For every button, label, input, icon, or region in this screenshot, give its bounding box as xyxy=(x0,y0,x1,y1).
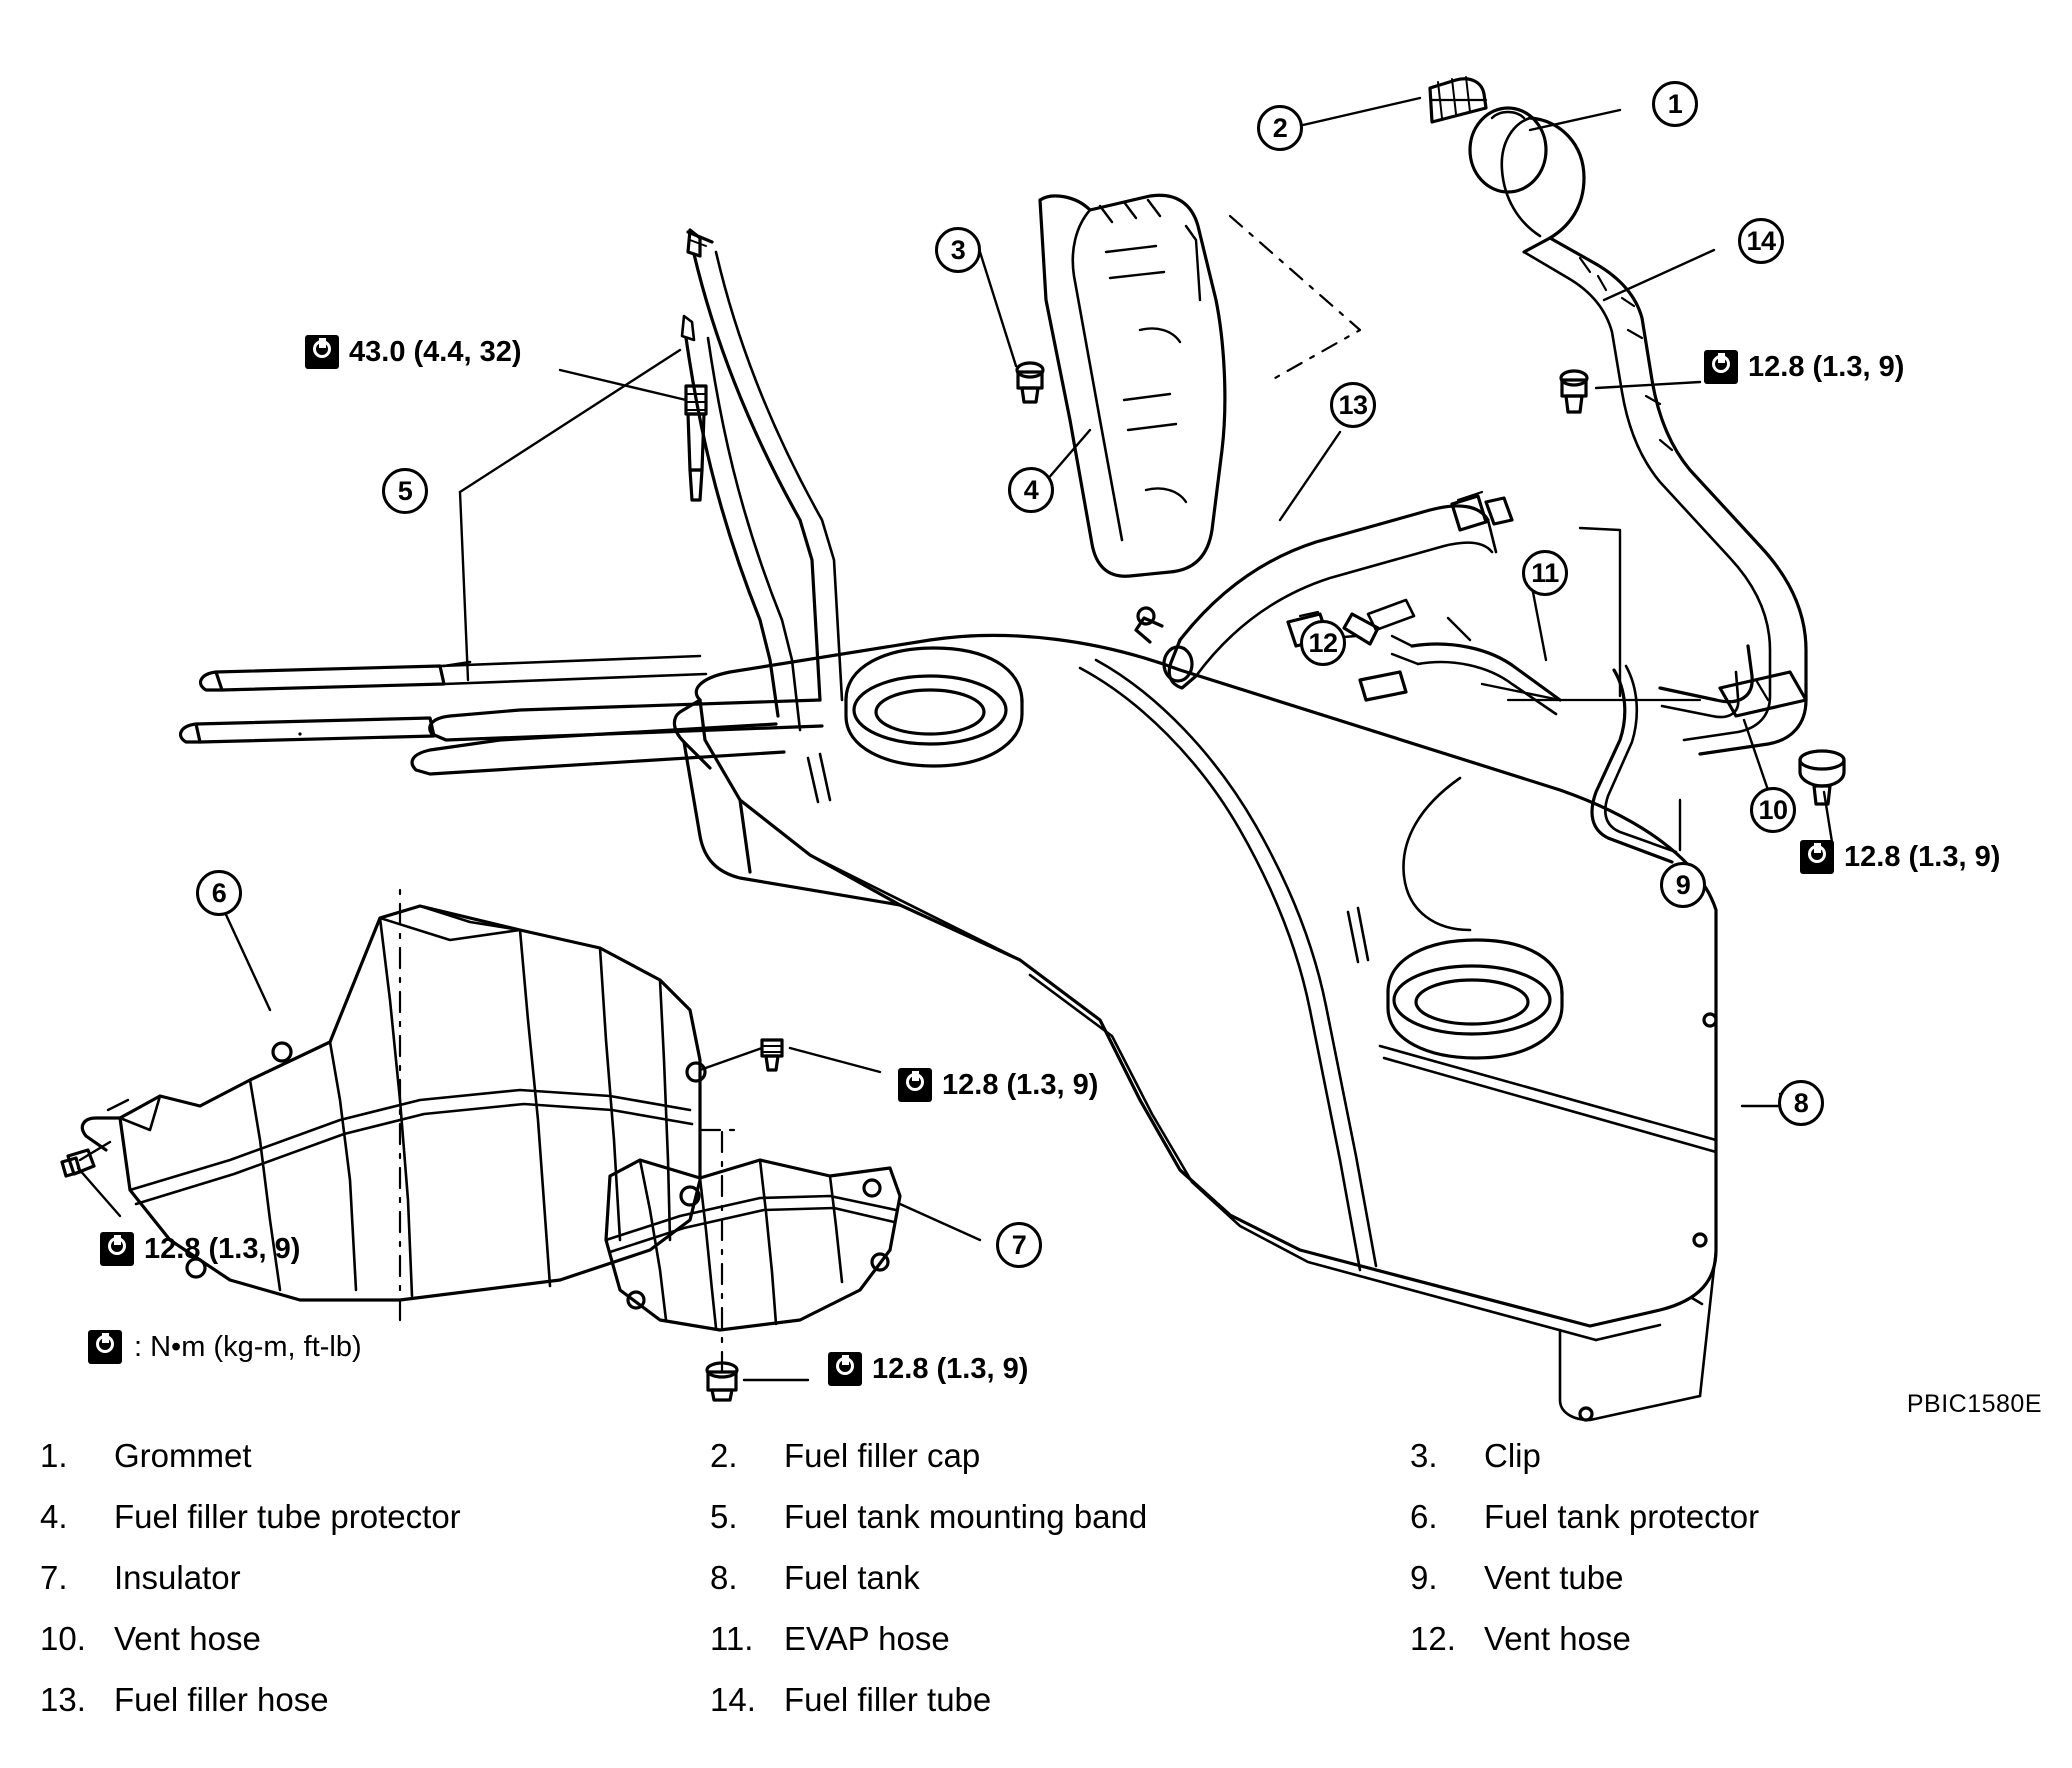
callout-2[interactable]: 2 xyxy=(1257,105,1303,151)
part-item-13 xyxy=(0,1681,690,1719)
callout-8[interactable]: 8 xyxy=(1778,1080,1824,1126)
leader-7 xyxy=(900,1204,980,1240)
part-number: 5. xyxy=(710,1497,738,1535)
torque-units-legend xyxy=(88,1330,362,1364)
part-number: 2. xyxy=(710,1436,738,1474)
torque-spec-band xyxy=(305,335,522,369)
leader-14 xyxy=(1604,250,1714,300)
part-item-4 xyxy=(0,1498,690,1536)
part-item-7 xyxy=(0,1559,690,1597)
torque-spec-filler-tube xyxy=(1704,350,1904,384)
part-number: 4. xyxy=(40,1497,68,1535)
torque-wrench-icon xyxy=(898,1068,932,1102)
parts-row xyxy=(0,1547,2072,1608)
part-label: Fuel tank mounting band xyxy=(784,1497,1148,1535)
vent-bracket-bolt xyxy=(1800,751,1844,804)
part-number: 7. xyxy=(40,1558,68,1596)
part-item-1 xyxy=(0,1437,690,1475)
torque-wrench-icon xyxy=(828,1352,862,1386)
torque-value: 12.8 (1.3, 9) xyxy=(1844,840,2001,873)
torque-value: 12.8 (1.3, 9) xyxy=(942,1068,1099,1101)
callout-1[interactable]: 1 xyxy=(1652,81,1698,127)
leader-cap-2 xyxy=(1290,98,1420,128)
parts-row xyxy=(0,1608,2072,1669)
fuel-filler-tube-protector xyxy=(1040,195,1225,576)
parts-legend-list xyxy=(0,1425,2072,1730)
torque-spec-vent-bracket xyxy=(1800,840,2000,874)
part-item-6 xyxy=(1400,1498,2060,1536)
torque-value: 12.8 (1.3, 9) xyxy=(872,1352,1029,1385)
part-number: 3. xyxy=(1410,1436,1438,1474)
torque-spec-protector-lower xyxy=(100,1232,300,1266)
callout-13[interactable]: 13 xyxy=(1330,382,1376,428)
callout-11[interactable]: 11 xyxy=(1522,550,1568,596)
part-item-2 xyxy=(690,1437,1400,1475)
part-label: Vent hose xyxy=(1484,1619,1631,1657)
clip-3 xyxy=(1017,363,1043,402)
callout-12[interactable]: 12 xyxy=(1300,620,1346,666)
protector-bolt-left xyxy=(62,1142,110,1176)
part-number: 11. xyxy=(710,1619,754,1657)
fuel-filler-cap xyxy=(1430,77,1486,122)
torque-value: 43.0 (4.4, 32) xyxy=(349,335,522,368)
fuel-tank-body xyxy=(674,635,1716,1420)
part-item-14 xyxy=(690,1681,1400,1719)
callout-7[interactable]: 7 xyxy=(996,1222,1042,1268)
torque-wrench-icon xyxy=(100,1232,134,1266)
part-label: Fuel filler cap xyxy=(784,1436,981,1474)
torque-wrench-icon xyxy=(305,335,339,369)
callout-9[interactable]: 9 xyxy=(1660,862,1706,908)
torque-value: 12.8 (1.3, 9) xyxy=(144,1232,301,1265)
leader-torque-protector-right xyxy=(790,1048,880,1072)
part-label: Fuel filler tube protector xyxy=(114,1497,461,1535)
leader-13 xyxy=(1280,432,1340,520)
figure-id: PBIC1580E xyxy=(1906,1390,2042,1418)
torque-wrench-icon xyxy=(1800,840,1834,874)
torque-spec-protector-upper xyxy=(898,1068,1098,1102)
part-label: Vent hose xyxy=(114,1619,261,1657)
part-label: Insulator xyxy=(114,1558,241,1596)
part-number: 10. xyxy=(40,1619,86,1657)
part-label: Fuel tank protector xyxy=(1484,1497,1760,1535)
parts-row xyxy=(0,1669,2072,1730)
legend-text: : N•m (kg-m, ft-lb) xyxy=(134,1330,362,1363)
callout-3[interactable]: 3 xyxy=(935,227,981,273)
torque-spec-insulator xyxy=(828,1352,1028,1386)
part-label: Grommet xyxy=(114,1436,252,1474)
leader-torque-protector-left xyxy=(78,1168,120,1216)
callout-6[interactable]: 6 xyxy=(196,870,242,916)
part-item-11 xyxy=(690,1620,1400,1658)
part-item-3 xyxy=(1400,1437,2060,1475)
torque-wrench-icon xyxy=(1704,350,1738,384)
part-number: 12. xyxy=(1410,1619,1456,1657)
callout-10[interactable]: 10 xyxy=(1750,787,1796,833)
part-number: 13. xyxy=(40,1680,86,1718)
insulator-7 xyxy=(606,1160,900,1330)
protector-bolt-right xyxy=(700,1040,782,1070)
leader-torque-tube xyxy=(1596,382,1700,388)
grommet-1 xyxy=(1470,108,1584,252)
torque-wrench-icon xyxy=(88,1330,122,1364)
leader-10 xyxy=(1744,720,1768,790)
part-number: 14. xyxy=(710,1680,756,1718)
part-item-8 xyxy=(690,1559,1400,1597)
part-item-12 xyxy=(1400,1620,2060,1658)
parts-row xyxy=(0,1486,2072,1547)
part-label: Clip xyxy=(1484,1436,1541,1474)
part-number: 6. xyxy=(1410,1497,1438,1535)
parts-row xyxy=(0,1425,2072,1486)
part-number: 8. xyxy=(710,1558,738,1596)
leader-torque-43 xyxy=(560,370,686,400)
part-item-10 xyxy=(0,1620,690,1658)
mounting-band-lower-strap xyxy=(181,718,434,742)
part-number: 1. xyxy=(40,1436,68,1474)
part-number: 9. xyxy=(1410,1558,1438,1596)
callout-14[interactable]: 14 xyxy=(1738,218,1784,264)
part-label: Fuel tank xyxy=(784,1558,920,1596)
part-item-9 xyxy=(1400,1559,2060,1597)
callout-4[interactable]: 4 xyxy=(1008,467,1054,513)
alignment-dash-upper xyxy=(1230,216,1360,382)
part-label: EVAP hose xyxy=(784,1619,950,1657)
torque-value: 12.8 (1.3, 9) xyxy=(1748,350,1905,383)
part-label: Fuel filler hose xyxy=(114,1680,329,1718)
filler-tube-bracket-bolt xyxy=(1561,371,1587,412)
callout-5[interactable]: 5 xyxy=(382,468,428,514)
fuel-tank-mounting-bands xyxy=(201,230,842,774)
part-label: Fuel filler tube xyxy=(784,1680,992,1718)
part-item-5 xyxy=(690,1498,1400,1536)
part-label: Vent tube xyxy=(1484,1558,1624,1596)
leader-clip-3 xyxy=(980,252,1016,366)
